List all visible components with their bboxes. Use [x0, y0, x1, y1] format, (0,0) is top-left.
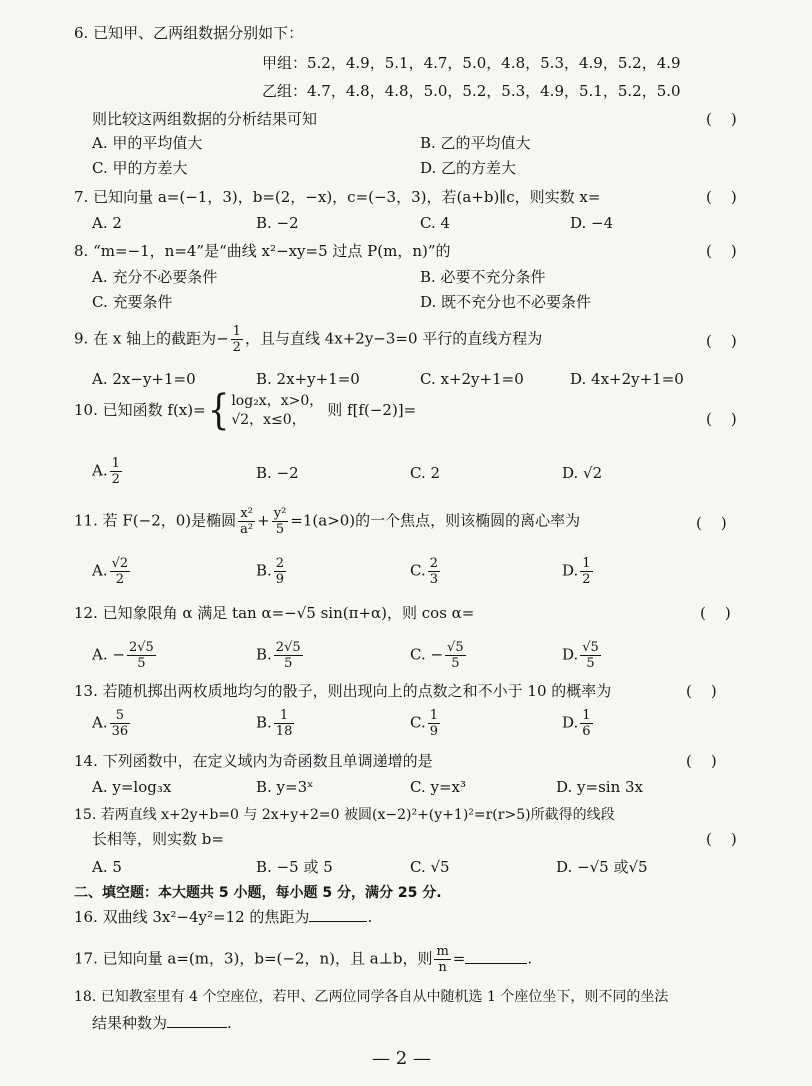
q10-option-c: C. 2 [410, 464, 441, 482]
q6-option-c: C. 甲的方差大 [92, 159, 188, 177]
q7-stem: 7. 已知向量 a=(−1，3)，b=(2，−x)，c=(−3，3)，若(a+b)∥c，则实数 x= [74, 188, 601, 206]
q12-option-c-frac [445, 640, 466, 671]
q13-answer-paren[interactable]: ( ) [686, 682, 717, 700]
q12-option-c [410, 640, 468, 671]
q7-option-a: A. 2 [92, 214, 122, 232]
q12-option-a-label: A. − [92, 645, 125, 664]
q12-option-b-frac [274, 640, 303, 671]
q8-option-b: B. 必要不充分条件 [420, 268, 546, 286]
page-number: — 2 — [372, 1048, 431, 1069]
q17-equals: = [452, 949, 466, 968]
q14-option-a: A. y=log₃x [92, 778, 172, 796]
q10-stem-pre: 10. 已知函数 f(x)= [74, 401, 206, 419]
q13-a-den: 36 [111, 724, 129, 739]
q10-option-b: B. −2 [256, 464, 299, 482]
q13-option-c-frac [428, 708, 440, 739]
q12-a-num: 2√5 [128, 640, 154, 655]
q11-b-num: 2 [275, 556, 285, 571]
q17-stem-text: 17. 已知向量 a=(m，3)，b=(−2，n)，且 a⊥b，则 [74, 949, 433, 968]
q10-case-2: √2，x≤0， [231, 412, 306, 428]
q12-option-d-frac [580, 640, 601, 671]
q8-stem: 8. “m=−1，n=4”是“曲线 x²−xy=5 过点 P(m，n)”的 [74, 242, 451, 260]
q7-answer-paren[interactable]: ( ) [706, 188, 737, 206]
q11-frac-1 [238, 506, 255, 537]
q12-stem: 12. 已知象限角 α 满足 tan α=−√5 sin(π+α)，则 cos α= [74, 604, 475, 622]
q11-option-c [410, 556, 442, 587]
q18-stem-line-1: 18. 已知教室里有 4 个空座位，若甲、乙两位同学各自从中随机选 1 个座位坐下，则不同的坐法 [74, 989, 669, 1005]
q10-stem [74, 387, 417, 435]
q13-option-b-label: B. [256, 713, 272, 732]
q8-option-d: D. 既不充分也不必要条件 [420, 293, 592, 311]
q18-stem-line-2 [92, 1012, 232, 1034]
q6-stem: 6. 已知甲、乙两组数据分别如下： [74, 24, 304, 42]
q7-option-c: C. 4 [420, 214, 451, 232]
q11-d-den: 2 [582, 572, 591, 587]
q11-stem-post: =1(a>0)的一个焦点，则该椭圆的离心率为 [290, 511, 581, 530]
q11-option-a-frac [110, 556, 131, 587]
q13-option-c [410, 708, 442, 739]
q10-option-a [92, 456, 124, 487]
q13-option-d-frac [580, 708, 592, 739]
q10-piecewise [231, 392, 323, 430]
q10-case-1: log₂x，x>0， [231, 393, 324, 409]
q6-option-b: B. 乙的平均值大 [420, 134, 531, 152]
q11-option-b-label: B. [256, 561, 272, 580]
q14-option-b: B. y=3ˣ [256, 778, 314, 796]
q10-stem-post: 则 f[f(−2)]= [327, 401, 417, 419]
q10-option-a-frac [110, 456, 122, 487]
q11-answer-paren[interactable]: ( ) [696, 514, 727, 532]
q18-answer-blank[interactable] [167, 1013, 227, 1028]
q8-option-a: A. 充分不必要条件 [92, 268, 218, 286]
q15-stem-line-1: 15. 若两直线 x+2y+b=0 与 2x+y+2=0 被圆(x−2)²+(y+1)²=r(r>5)所截得的线段 [74, 807, 615, 823]
q15-option-d: D. −√5 或√5 [556, 858, 648, 876]
q7-option-d: D. −4 [570, 214, 614, 232]
q12-option-c-label: C. − [410, 645, 444, 664]
q6-option-a: A. 甲的平均值大 [92, 134, 203, 152]
q10-a-num: 1 [111, 456, 120, 471]
q17-answer-blank[interactable] [465, 949, 527, 964]
q9-option-c: C. x+2y+1=0 [420, 370, 524, 388]
q11-option-d-label: D. [562, 561, 579, 580]
q16-answer-blank[interactable] [309, 907, 367, 922]
q10-option-a-label: A. [92, 461, 108, 480]
q15-option-c: C. √5 [410, 858, 450, 876]
q11-option-d [562, 556, 595, 587]
q11-option-b [256, 556, 288, 587]
q6-option-d: D. 乙的方差大 [420, 159, 517, 177]
q18-end: . [227, 1014, 232, 1032]
q11-frac-2-num: y² [273, 506, 287, 521]
q14-stem: 14. 下列函数中，在定义域内为奇函数且单调递增的是 [74, 752, 433, 770]
q12-option-b [256, 640, 305, 671]
q16-end: . [367, 908, 373, 926]
q13-option-b-frac [274, 708, 295, 739]
q13-option-a [92, 708, 132, 739]
q18-stem-text: 结果种数为 [92, 1014, 168, 1032]
q9-fraction [231, 324, 243, 355]
q12-answer-paren[interactable]: ( ) [700, 604, 731, 622]
q12-d-den: 5 [586, 656, 595, 671]
q12-option-a [92, 640, 158, 671]
q11-frac-1-den: a² [240, 522, 254, 537]
q12-option-d-label: D. [562, 645, 579, 664]
q10-option-d: D. √2 [562, 464, 603, 482]
q11-d-num: 1 [582, 556, 591, 571]
q11-option-b-frac [274, 556, 286, 587]
q9-stem-pre: 9. 在 x 轴上的截距为− [74, 329, 229, 348]
q9-option-b: B. 2x+y+1=0 [256, 370, 360, 388]
q13-d-num: 1 [582, 708, 591, 723]
q17-fraction [434, 944, 450, 975]
q8-option-c: C. 充要条件 [92, 293, 173, 311]
q16-stem-text: 16. 双曲线 3x²−4y²=12 的焦距为 [74, 908, 310, 926]
q12-option-d [562, 640, 603, 671]
q17-end: . [527, 949, 533, 968]
q11-frac-2-den: 5 [275, 522, 285, 537]
q11-stem [74, 506, 580, 537]
q12-option-a-frac [127, 640, 156, 671]
q11-c-num: 2 [429, 556, 438, 571]
q15-option-a: A. 5 [92, 858, 122, 876]
q17-frac-den: n [438, 960, 447, 975]
q6-ask: 则比较这两组数据的分析结果可知 [92, 110, 318, 128]
q15-answer-paren[interactable]: ( ) [706, 830, 737, 848]
q13-stem: 13. 若随机掷出两枚质地均匀的骰子，则出现向上的点数之和不小于 10 的概率为 [74, 682, 612, 700]
q8-answer-paren[interactable]: ( ) [706, 242, 737, 260]
q9-option-d: D. 4x+2y+1=0 [570, 370, 684, 388]
q11-option-c-frac [428, 556, 440, 587]
q12-c-num: √5 [447, 640, 464, 655]
q15-option-b: B. −5 或 5 [256, 858, 333, 876]
q11-stem-pre: 11. 若 F(−2，0)是椭圆 [74, 511, 237, 530]
q11-b-den: 9 [275, 572, 285, 587]
q6-answer-paren[interactable]: ( ) [706, 110, 737, 128]
q10-brace: { [207, 387, 230, 435]
q17-frac-num: m [436, 944, 449, 959]
q11-c-den: 3 [429, 572, 438, 587]
q11-option-a-label: A. [92, 561, 108, 580]
q13-option-d [562, 708, 595, 739]
q13-option-a-label: A. [92, 713, 108, 732]
q6-group-a: 甲组：5.2，4.9，5.1，4.7，5.0，4.8，5.3，4.9，5.2，4.9 [262, 54, 681, 72]
q11-option-d-frac [580, 556, 592, 587]
q14-answer-paren[interactable]: ( ) [686, 752, 717, 770]
q6-group-b: 乙组：4.7，4.8，4.8，5.0，5.2，5.3，4.9，5.1，5.2，5.0 [262, 82, 681, 100]
q9-answer-paren[interactable]: ( ) [706, 332, 737, 350]
q13-b-den: 18 [275, 724, 293, 739]
q13-b-num: 1 [274, 708, 295, 724]
q12-a-den: 5 [137, 656, 146, 671]
q12-c-den: 5 [451, 656, 460, 671]
q11-a-den: 2 [115, 572, 125, 587]
q13-d-den: 6 [582, 724, 591, 739]
q11-option-c-label: C. [410, 561, 426, 580]
q10-a-den: 2 [111, 472, 120, 487]
q9-frac-num: 1 [232, 324, 241, 339]
q13-option-d-label: D. [562, 713, 579, 732]
q11-plus: + [257, 511, 270, 530]
q12-d-num: √5 [582, 640, 599, 655]
q13-option-b [256, 708, 296, 739]
q10-answer-paren[interactable]: ( ) [706, 410, 737, 428]
q12-b-den: 5 [284, 656, 293, 671]
q7-option-b: B. −2 [256, 214, 299, 232]
q9-stem-post: ，且与直线 4x+2y−3=0 平行的直线方程为 [244, 329, 543, 348]
q13-option-a-frac [110, 708, 131, 739]
q12-option-b-label: B. [256, 645, 272, 664]
q9-option-a: A. 2x−y+1=0 [92, 370, 196, 388]
q16-stem [74, 906, 372, 928]
q13-option-c-label: C. [410, 713, 426, 732]
q13-c-den: 9 [429, 724, 438, 739]
q11-frac-1-num: x² [238, 506, 255, 522]
q12-b-num: 2√5 [275, 640, 301, 655]
q14-option-d: D. y=sin 3x [556, 778, 643, 796]
section-2-heading: 二、填空题：本大题共 5 小题，每小题 5 分，满分 25 分. [74, 885, 442, 901]
q11-a-num: √2 [111, 556, 129, 571]
q15-stem-line-2: 长相等，则实数 b= [92, 830, 224, 848]
q11-frac-2 [272, 506, 289, 537]
q9-frac-den: 2 [232, 340, 241, 355]
q9-stem [74, 324, 542, 355]
q17-stem [74, 944, 532, 975]
q14-option-c: C. y=x³ [410, 778, 466, 796]
q11-option-a [92, 556, 132, 587]
q13-a-num: 5 [110, 708, 131, 724]
q13-c-num: 1 [429, 708, 438, 723]
